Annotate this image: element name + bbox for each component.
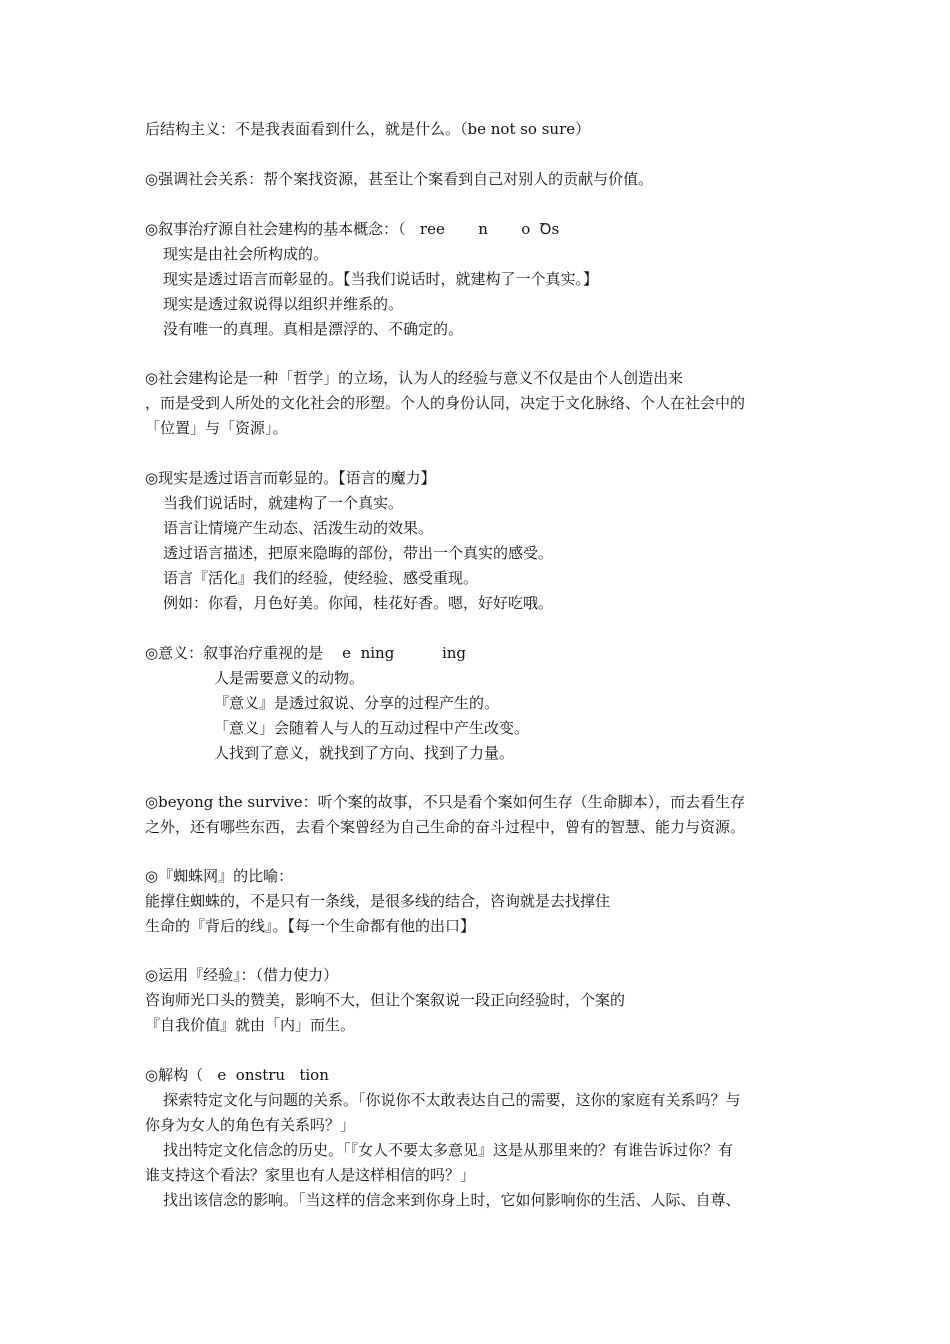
section-heading: ◎强调社会关系：帮个案找资源，甚至让个案看到自己对别人的贡献与价值。 bbox=[145, 170, 654, 188]
text-line: 后结构主义：不是我表面看到什么，就是什么。（be not so sure） bbox=[145, 120, 591, 138]
text-line: 探索特定文化与问题的关系。「你说你不太敢表达自己的需要，这你的家庭有关系吗？与 bbox=[163, 1091, 741, 1109]
text-line: 现实是透过叙说得以组织并维系的。 bbox=[163, 295, 404, 313]
section-heading: ◎意义：叙事治疗重视的是 e ning ing bbox=[145, 644, 467, 662]
text-line: 人找到了意义，就找到了方向、找到了力量。 bbox=[214, 744, 515, 762]
section-heading: ◎叙事治疗源自社会建构的基本概念：（ ree n o Ꝺs bbox=[145, 220, 560, 238]
text-line: 例如：你看，月色好美。你闻，桂花好香。嗯，好好吃哦。 bbox=[163, 594, 554, 612]
text-line: 没有唯一的真理。真相是漂浮的、不确定的。 bbox=[163, 320, 464, 338]
text-line: 找出特定文化信念的历史。「『女人不要太多意见』这是从那里来的？有谁告诉过你？有 bbox=[163, 1141, 734, 1159]
text-line: 之外，还有哪些东西，去看个案曾经为自己生命的奋斗过程中，曾有的智慧、能力与资源。 bbox=[145, 818, 746, 836]
text-line: 语言『活化』我们的经验，使经验、感受重现。 bbox=[163, 569, 479, 587]
text-line: 现实是透过语言而彰显的。【当我们说话时，就建构了一个真实。】 bbox=[163, 270, 599, 288]
section-heading: ◎社会建构论是一种「哲学」的立场，认为人的经验与意义不仅是由个人创造出来 bbox=[145, 369, 684, 387]
text-line: 「意义」会随着人与人的互动过程中产生改变。 bbox=[214, 719, 530, 737]
text-line: 透过语言描述，把原来隐晦的部份，带出一个真实的感受。 bbox=[163, 544, 554, 562]
text-line: ，而是受到人所处的文化社会的形塑。个人的身份认同，决定于文化脉络、个人在社会中的 bbox=[145, 394, 746, 412]
text-line: 语言让情境产生动态、活泼生动的效果。 bbox=[163, 519, 434, 537]
text-line: 能撑住蜘蛛的，不是只有一条线，是很多线的结合，咨询就是去找撑住 bbox=[145, 892, 611, 910]
section-heading: ◎『蜘蛛网』的比喻： bbox=[145, 867, 294, 885]
text-line: 「位置」与「资源」。 bbox=[145, 419, 288, 437]
section-heading: ◎解构（ e onstru tion bbox=[145, 1066, 329, 1084]
section-heading: ◎beyong the survive：听个案的故事，不只是看个案如何生存（生命脚本），而去看生存 bbox=[145, 793, 746, 811]
text-line: 当我们说话时，就建构了一个真实。 bbox=[163, 494, 404, 512]
section-heading: ◎现实是透过语言而彰显的。【语言的魔力】 bbox=[145, 469, 436, 487]
text-line: 『自我价值』就由「内」而生。 bbox=[145, 1016, 356, 1034]
text-line: 现实是由社会所构成的。 bbox=[163, 245, 329, 263]
section-heading: ◎运用『经验』：（借力使力） bbox=[145, 966, 339, 984]
text-line: 生命的『背后的线』。【每一个生命都有他的出口】 bbox=[145, 917, 476, 935]
text-line: 你身为女人的角色有关系吗？」 bbox=[145, 1116, 356, 1134]
text-line: 谁支持这个看法？家里也有人是这样相信的吗？」 bbox=[145, 1166, 476, 1184]
text-line: 找出该信念的影响。「当这样的信念来到你身上时，它如何影响你的生活、人际、自尊、 bbox=[163, 1191, 741, 1209]
text-line: 咨询师光口头的赞美，影响不大，但让个案叙说一段正向经验时，个案的 bbox=[145, 991, 626, 1009]
text-line: 人是需要意义的动物。 bbox=[214, 669, 365, 687]
text-line: 『意义』是透过叙说、分享的过程产生的。 bbox=[214, 694, 500, 712]
